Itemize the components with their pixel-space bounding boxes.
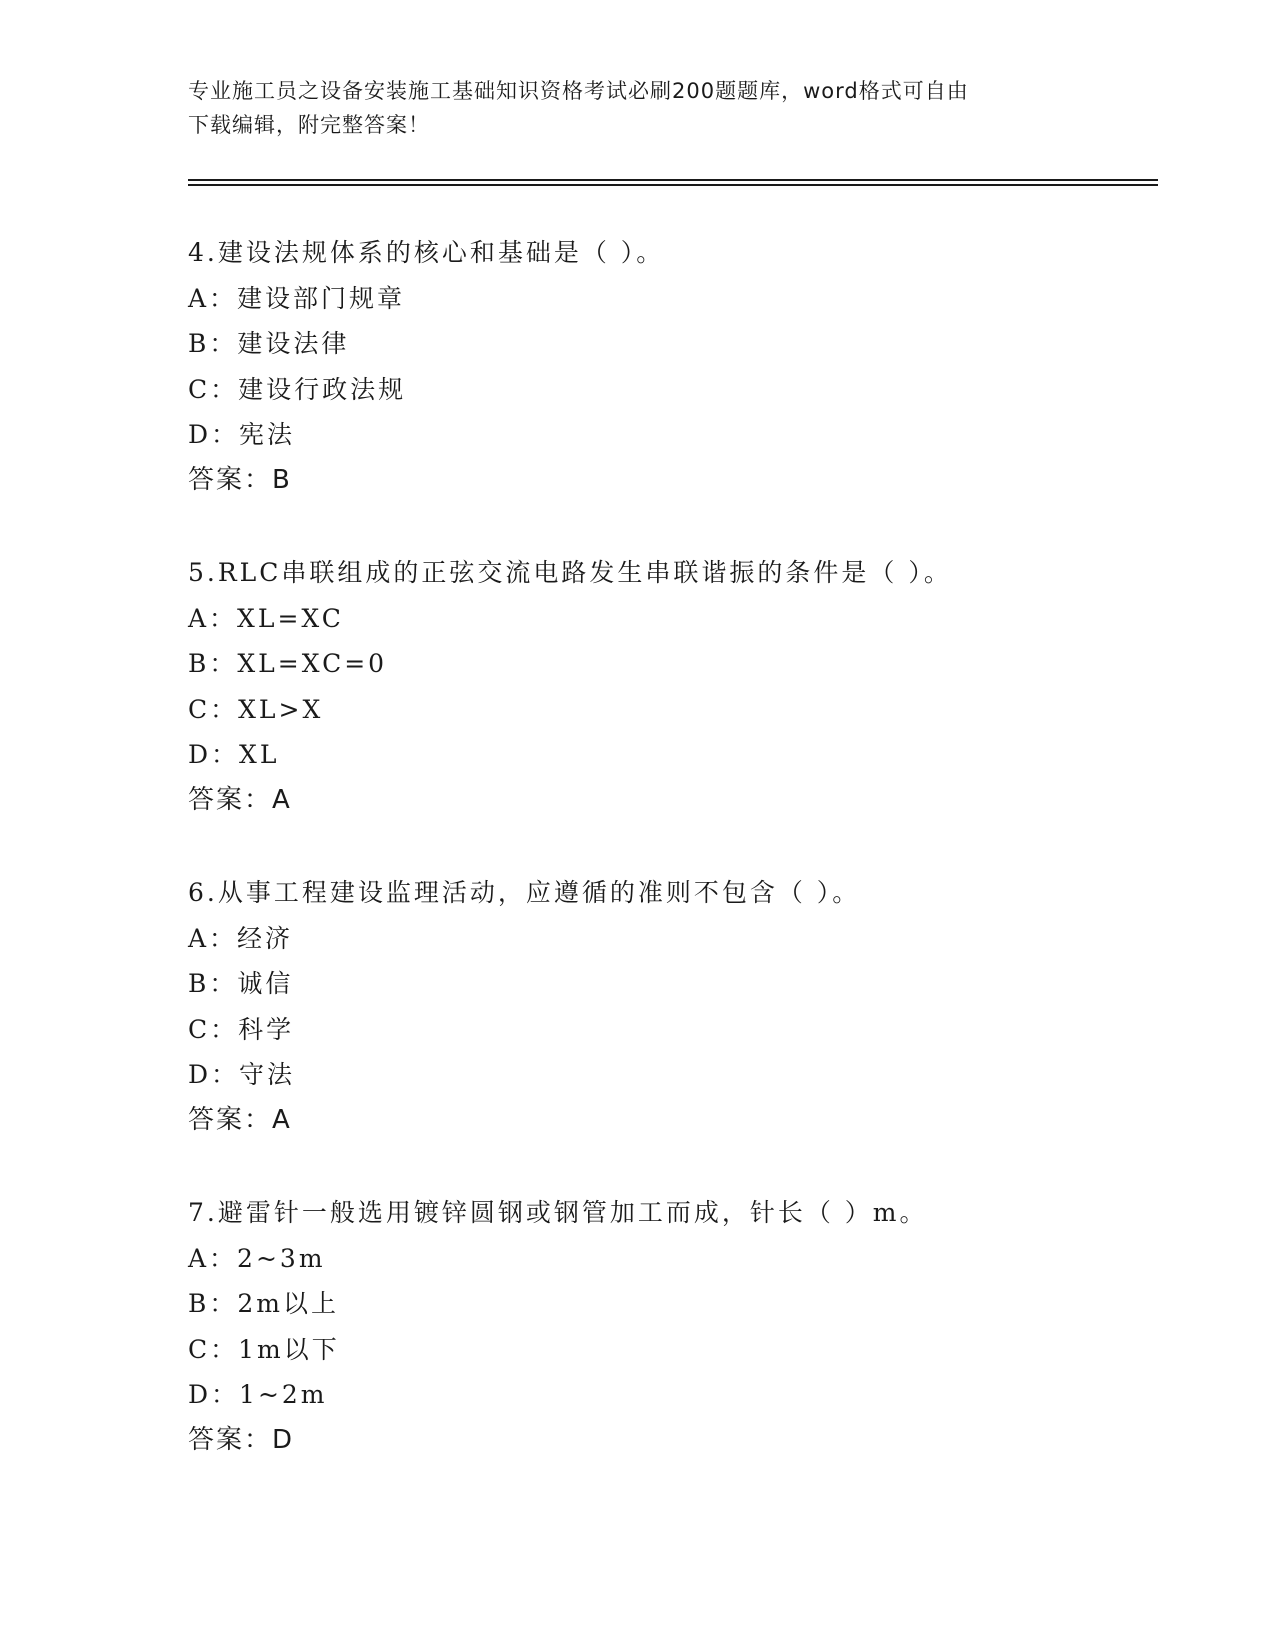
header-divider-bottom <box>188 184 1158 186</box>
option-c: C：XL>X <box>188 694 324 724</box>
answer-line <box>188 1418 1168 1464</box>
question-5 <box>188 550 1168 870</box>
option-c: C：1m以下 <box>188 1334 340 1364</box>
option-c: C：建设行政法规 <box>188 374 407 404</box>
answer-value: A <box>272 784 290 815</box>
option-d: D：1~2m <box>188 1380 328 1409</box>
option-d: D：守法 <box>188 1060 296 1089</box>
option-b: B：诚信 <box>188 969 294 998</box>
question-text: 5.RLC串联组成的正弦交流电路发生串联谐振的条件是（ ）。 <box>188 558 952 587</box>
header-line-1: 专业施工员之设备安装施工基础知识资格考试必刷200题题库，word格式可自由 <box>188 79 969 103</box>
option-d: D：宪法 <box>188 420 296 449</box>
answer-line <box>188 458 1168 504</box>
answer-line <box>188 1098 1168 1144</box>
option-a: A：建设部门规章 <box>188 283 406 313</box>
option-b: B：建设法律 <box>188 329 350 358</box>
option-c: C：科学 <box>188 1014 295 1044</box>
question-4 <box>188 230 1168 550</box>
question-text: 6.从事工程建设监理活动，应遵循的准则不包含（ ）。 <box>188 878 861 907</box>
header-divider-top <box>188 179 1158 181</box>
header-line-2: 下载编辑，附完整答案！ <box>188 113 430 137</box>
answer-value: D <box>272 1424 293 1455</box>
answer-label: 答案： <box>188 1424 273 1455</box>
answer-label: 答案： <box>188 784 273 815</box>
question-list <box>188 230 1168 1510</box>
answer-value: A <box>272 1104 290 1135</box>
answer-label: 答案： <box>188 1104 273 1135</box>
question-text: 7.避雷针一般选用镀锌圆钢或钢管加工而成，针长（ ）m。 <box>188 1198 928 1227</box>
option-a: A：经济 <box>188 923 294 953</box>
question-7 <box>188 1190 1168 1510</box>
question-6 <box>188 870 1168 1190</box>
answer-line <box>188 778 1168 824</box>
option-a: A：XL=XC <box>188 603 344 633</box>
answer-value: B <box>272 464 290 495</box>
option-b: B：2m以上 <box>188 1289 339 1318</box>
document-header <box>188 74 1088 142</box>
question-text: 4.建设法规体系的核心和基础是（ ）。 <box>188 238 665 267</box>
option-a: A：2~3m <box>188 1243 326 1273</box>
option-d: D：XL <box>188 740 280 769</box>
option-b: B：XL=XC=0 <box>188 649 388 678</box>
answer-label: 答案： <box>188 464 273 495</box>
